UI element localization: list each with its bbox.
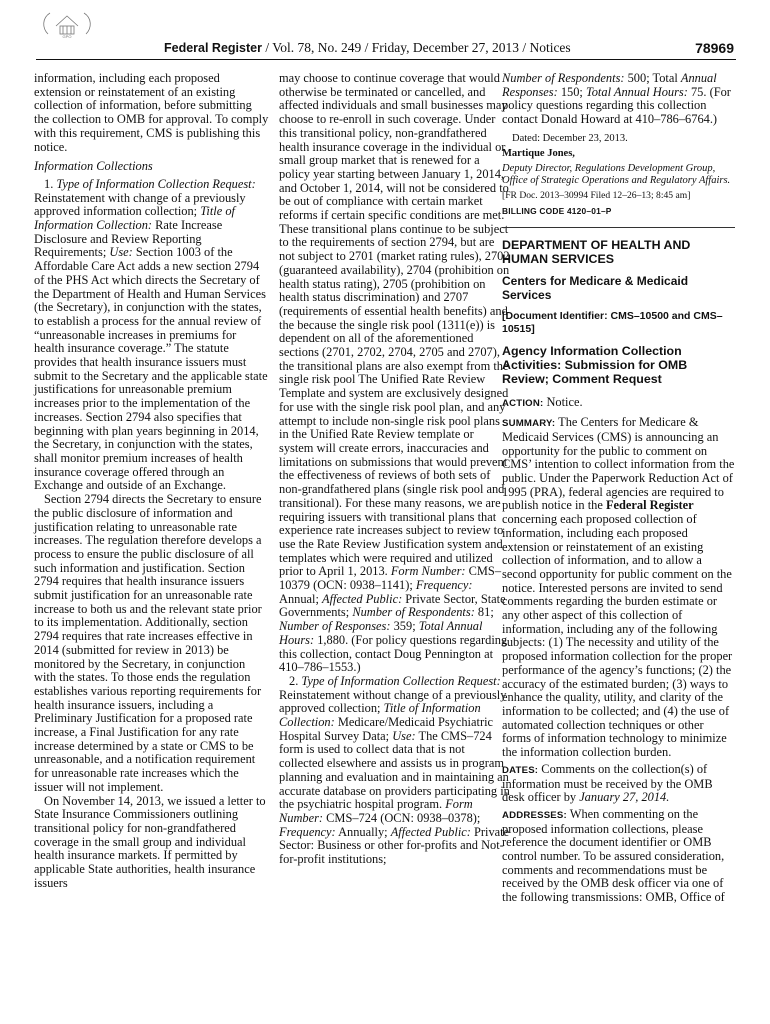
header-rule <box>36 59 736 60</box>
field-label: SUMMARY: <box>502 418 556 430</box>
field-label: Affected Public: <box>390 824 471 839</box>
dates-paragraph <box>502 763 735 805</box>
column-3 <box>502 72 735 905</box>
field-label: ADDRESSES: <box>502 809 567 821</box>
field-label: Number of Respondents: <box>502 71 625 85</box>
field-value: concerning each proposed collection of information, including each proposed extension or reinstatement of an existing collection of information, and to allow a second opportunity for public comment on the notice. Interested persons are invited to send comments regarding the burden estimate or any other aspect of this collection of information, including any of the following subjects: (1) The necessity and utility of the proposed information collection for the proper performance of the agency’s functions; (2) the accuracy of the estimated burden; (3) ways to enhance the quality, utility, and clarity of the information to be collected; and (4) the use of automated collection techniques or other forms of information technology to minimize the information collection burden. <box>502 512 733 760</box>
fr-doc-line: [FR Doc. 2013–30994 Filed 12–26–13; 8:45 am] <box>502 189 691 201</box>
field-value: The CMS–724 form is used to collect data that is not collected elsewhere and assists us in program planning and evaluation and in maintaining an accurate database on providers participating in the psychiatric hospital program. <box>279 728 510 812</box>
gpo-authentication-seal-icon <box>34 8 100 40</box>
field-value: Annually; <box>335 824 391 839</box>
paragraph: On November 14, 2013, we issued a letter to State Insurance Commissioners outlining transitional policy for non-grandfathered coverage in the small group and individual health insurance markets. If permitted by applicable State authorities, health insurance issuers <box>34 793 266 890</box>
body-text: may choose to continue coverage that would otherwise be terminated or cancelled, and affected individuals and small businesses may choose to re-enroll in such coverage. Under this transitional policy, non-grandfathered health insurance coverage in the individual or small group market that is renewed for a policy year starting between January 1, 2014, and October 1, 2014, will not be considered to be out of compliance with certain market reforms if certain specific conditions are met. These transitional plans continue to be subject to the requirements of section 2794, but are not subject to 2701 (market rating rules), 2702 (guaranteed availability), 2704 (prohibition on health status rating), 2705 (prohibition on health status discrimination) and 2707 (requirements of essential health benefits) and the because the single risk pool (1311(e)) is dependent on all of the aforementioned sections (2701, 2702, 2704, 2705 and 2707), the transitional plans are also exempt from the single risk pool The Unified Rate Review Template and system are exclusively designed for use with the single risk pool plan, and any attempt to include non-single risk pool plans in the Unified Rate Review template or system will create errors, inaccuracies and limitations on submissions that would prevent the effectiveness of reviews of both sets of non-grandfathered plans (single risk pool and transitional). For these many reasons, we are requiring issuers with transitional plans that experience rate increases subject to review to use the Rate Review Justification system and templates which were required and utilized prior to April 1, 2013. <box>279 71 510 579</box>
sub-agency-name: Centers for Medicare & Medicaid Services <box>502 273 689 302</box>
svg-text:GPO: GPO <box>62 34 72 39</box>
section-heading: Information Collections <box>34 159 153 174</box>
field-value: 359; <box>390 619 419 634</box>
field-value: Annual; <box>279 591 323 606</box>
addresses-paragraph <box>502 808 735 905</box>
column-1 <box>34 72 269 890</box>
field-value: CMS–724 (OCN: 0938–0378); <box>323 810 481 825</box>
field-label: Use: <box>392 728 416 743</box>
field-label: Frequency: <box>415 578 473 593</box>
field-label: Type of Information Collection Request: <box>56 176 256 191</box>
document-identifier: [Document Identifier: CMS–10500 and CMS–10515] <box>502 309 723 335</box>
notice-subject: Agency Information Collection Activities: Submission for OMB Review; Comment Request <box>502 343 688 386</box>
field-value: When commenting on the proposed information collections, please reference the document identifier or OMB control number. To be assured consideration, comments and recommendations must be received by the OMB desk officer via one of the following transmissions: OMB, Office of <box>502 806 725 905</box>
field-value: CMS–10379 (OCN: 0938–1141); <box>279 564 502 593</box>
field-label: Form Number: <box>390 564 466 579</box>
journal-title: Federal Register <box>164 41 262 55</box>
field-label: Annual Responses: <box>502 71 717 99</box>
paragraph <box>34 178 269 493</box>
field-label: Title of Information Collection: <box>279 701 481 730</box>
column-2 <box>279 72 511 867</box>
field-label: Number of Respondents: <box>352 605 475 620</box>
field-label: Affected Public: <box>322 591 403 606</box>
paragraph <box>279 72 511 675</box>
field-value: Reinstatement without change of a previously approved collection; <box>279 687 507 716</box>
field-label: Form Number: <box>279 797 473 825</box>
field-label: Type of Information Collection Request: <box>301 673 501 688</box>
deadline-date: January 27, 2014. <box>579 790 670 805</box>
field-label: ACTION: <box>502 397 544 409</box>
field-value: 150; <box>557 84 586 99</box>
running-head <box>164 40 571 56</box>
signer-title: Deputy Director, Regulations Development Group, Office of Strategic Operations and Regulatory Affairs. <box>502 162 731 186</box>
field-value: The Centers for Medicare & Medicaid Services (CMS) is announcing an opportunity for the public to comment on CMS’ intention to collect information from the public. Under the Paperwork Reduction Act of 1995 (PRA), federal agencies are required to publish notice in the <box>502 415 735 513</box>
field-value: 1,880. (For policy questions regarding this collection, contact Doug Pennington at 410–786–1553.) <box>279 632 508 675</box>
field-value: Section 1003 of the Affordable Care Act adds a new section 2794 of the PHS Act which directs the Secretary of the Department of Health and Human Services (the Secretary), in conjunction with the states, to establish a process for the annual review of “unreasonable increases in premiums for health insurance coverage.” The statute provides that health insurance issuers must submit to the Secretary and the applicable state justifications for unreasonable premium increases prior to the implementation of the increases. Section 2794 also specifies that beginning with plan years beginning in 2014, the Secretary, in conjunction with the states, shall monitor premium increases of health insurance coverage offered through an Exchange and outside of an Exchange. <box>34 245 268 493</box>
field-label: DATES: <box>502 764 539 776</box>
item-number: 1. <box>44 176 57 191</box>
dated-line: Dated: December 23, 2013. <box>512 132 628 144</box>
field-label: Total Annual Hours: <box>585 84 688 99</box>
field-value: Private Sector: Business or other for-profits and Not-for-profit institutions; <box>279 824 510 867</box>
item-number: 2. <box>289 673 302 688</box>
field-label: Total Annual Hours: <box>279 619 483 647</box>
field-value: 75. (For policy questions regarding this collection contact Donald Howard at 410–786–6764.) <box>502 84 731 127</box>
field-value: Rate Increase Disclosure and Review Reporting Requirements; <box>34 218 223 260</box>
field-label: Number of Responses: <box>279 619 391 634</box>
field-label: Frequency: <box>279 824 336 839</box>
field-value: 500; Total <box>624 71 681 85</box>
paragraph: information, including each proposed extension or reinstatement of an existing collection of information, before submitting the collection to OMB for approval. To comply with this requirement, CMS is publishing this notice. <box>34 71 269 154</box>
signer-name: Martique Jones, <box>502 147 575 159</box>
paragraph <box>502 72 735 127</box>
federal-register-mention: Federal Register <box>605 498 694 513</box>
field-value: Private Sector, State Governments; <box>279 591 506 620</box>
field-label: Title of Information Collection: <box>34 204 235 233</box>
agency-name: DEPARTMENT OF HEALTH AND HUMAN SERVICES <box>502 237 691 266</box>
summary-paragraph <box>502 416 735 760</box>
field-value: Reinstatement with change of a previously approved information collection; <box>34 190 246 219</box>
paragraph <box>279 675 511 867</box>
field-value: Notice. <box>543 394 583 409</box>
issue-info: / Vol. 78, No. 249 / Friday, December 27, 2013 / Notices <box>261 40 571 55</box>
page-header <box>0 40 770 60</box>
field-value: 81; <box>474 605 494 620</box>
field-value: Medicare/Medicaid Psychiatric Hospital Survey Data; <box>279 715 494 743</box>
field-value: Comments on the collection(s) of information must be received by the OMB desk officer by <box>502 761 713 805</box>
section-divider <box>502 227 735 228</box>
field-label: Use: <box>109 245 133 260</box>
billing-code: BILLING CODE 4120–01–P <box>502 205 612 216</box>
paragraph: Section 2794 directs the Secretary to ensure the public disclosure of information and justification relating to unreasonable rate increases. The regulation therefore develops a process to ensure the public disclosure of all such information and justification. Section 2794 requires that health insurance issuers submit justification for an unreasonable rate increase to both us and the relevant state prior to its implementation. Additionally, section 2794 requires that rate increases effective in 2014 (submitted for review in 2013) be monitored by the Secretary, in conjunction with the states. To those ends the regulation establishes various reporting requirements for health insurance issuers, including a Preliminary Justification for a proposed rate increase, a Final Justification for any rate increase determined by a state or CMS to be unreasonable, and a notification requirement for unreasonable rate increases which the issuer will not implement. <box>34 492 262 794</box>
page-number: 78969 <box>695 40 734 56</box>
action-line <box>502 396 735 411</box>
